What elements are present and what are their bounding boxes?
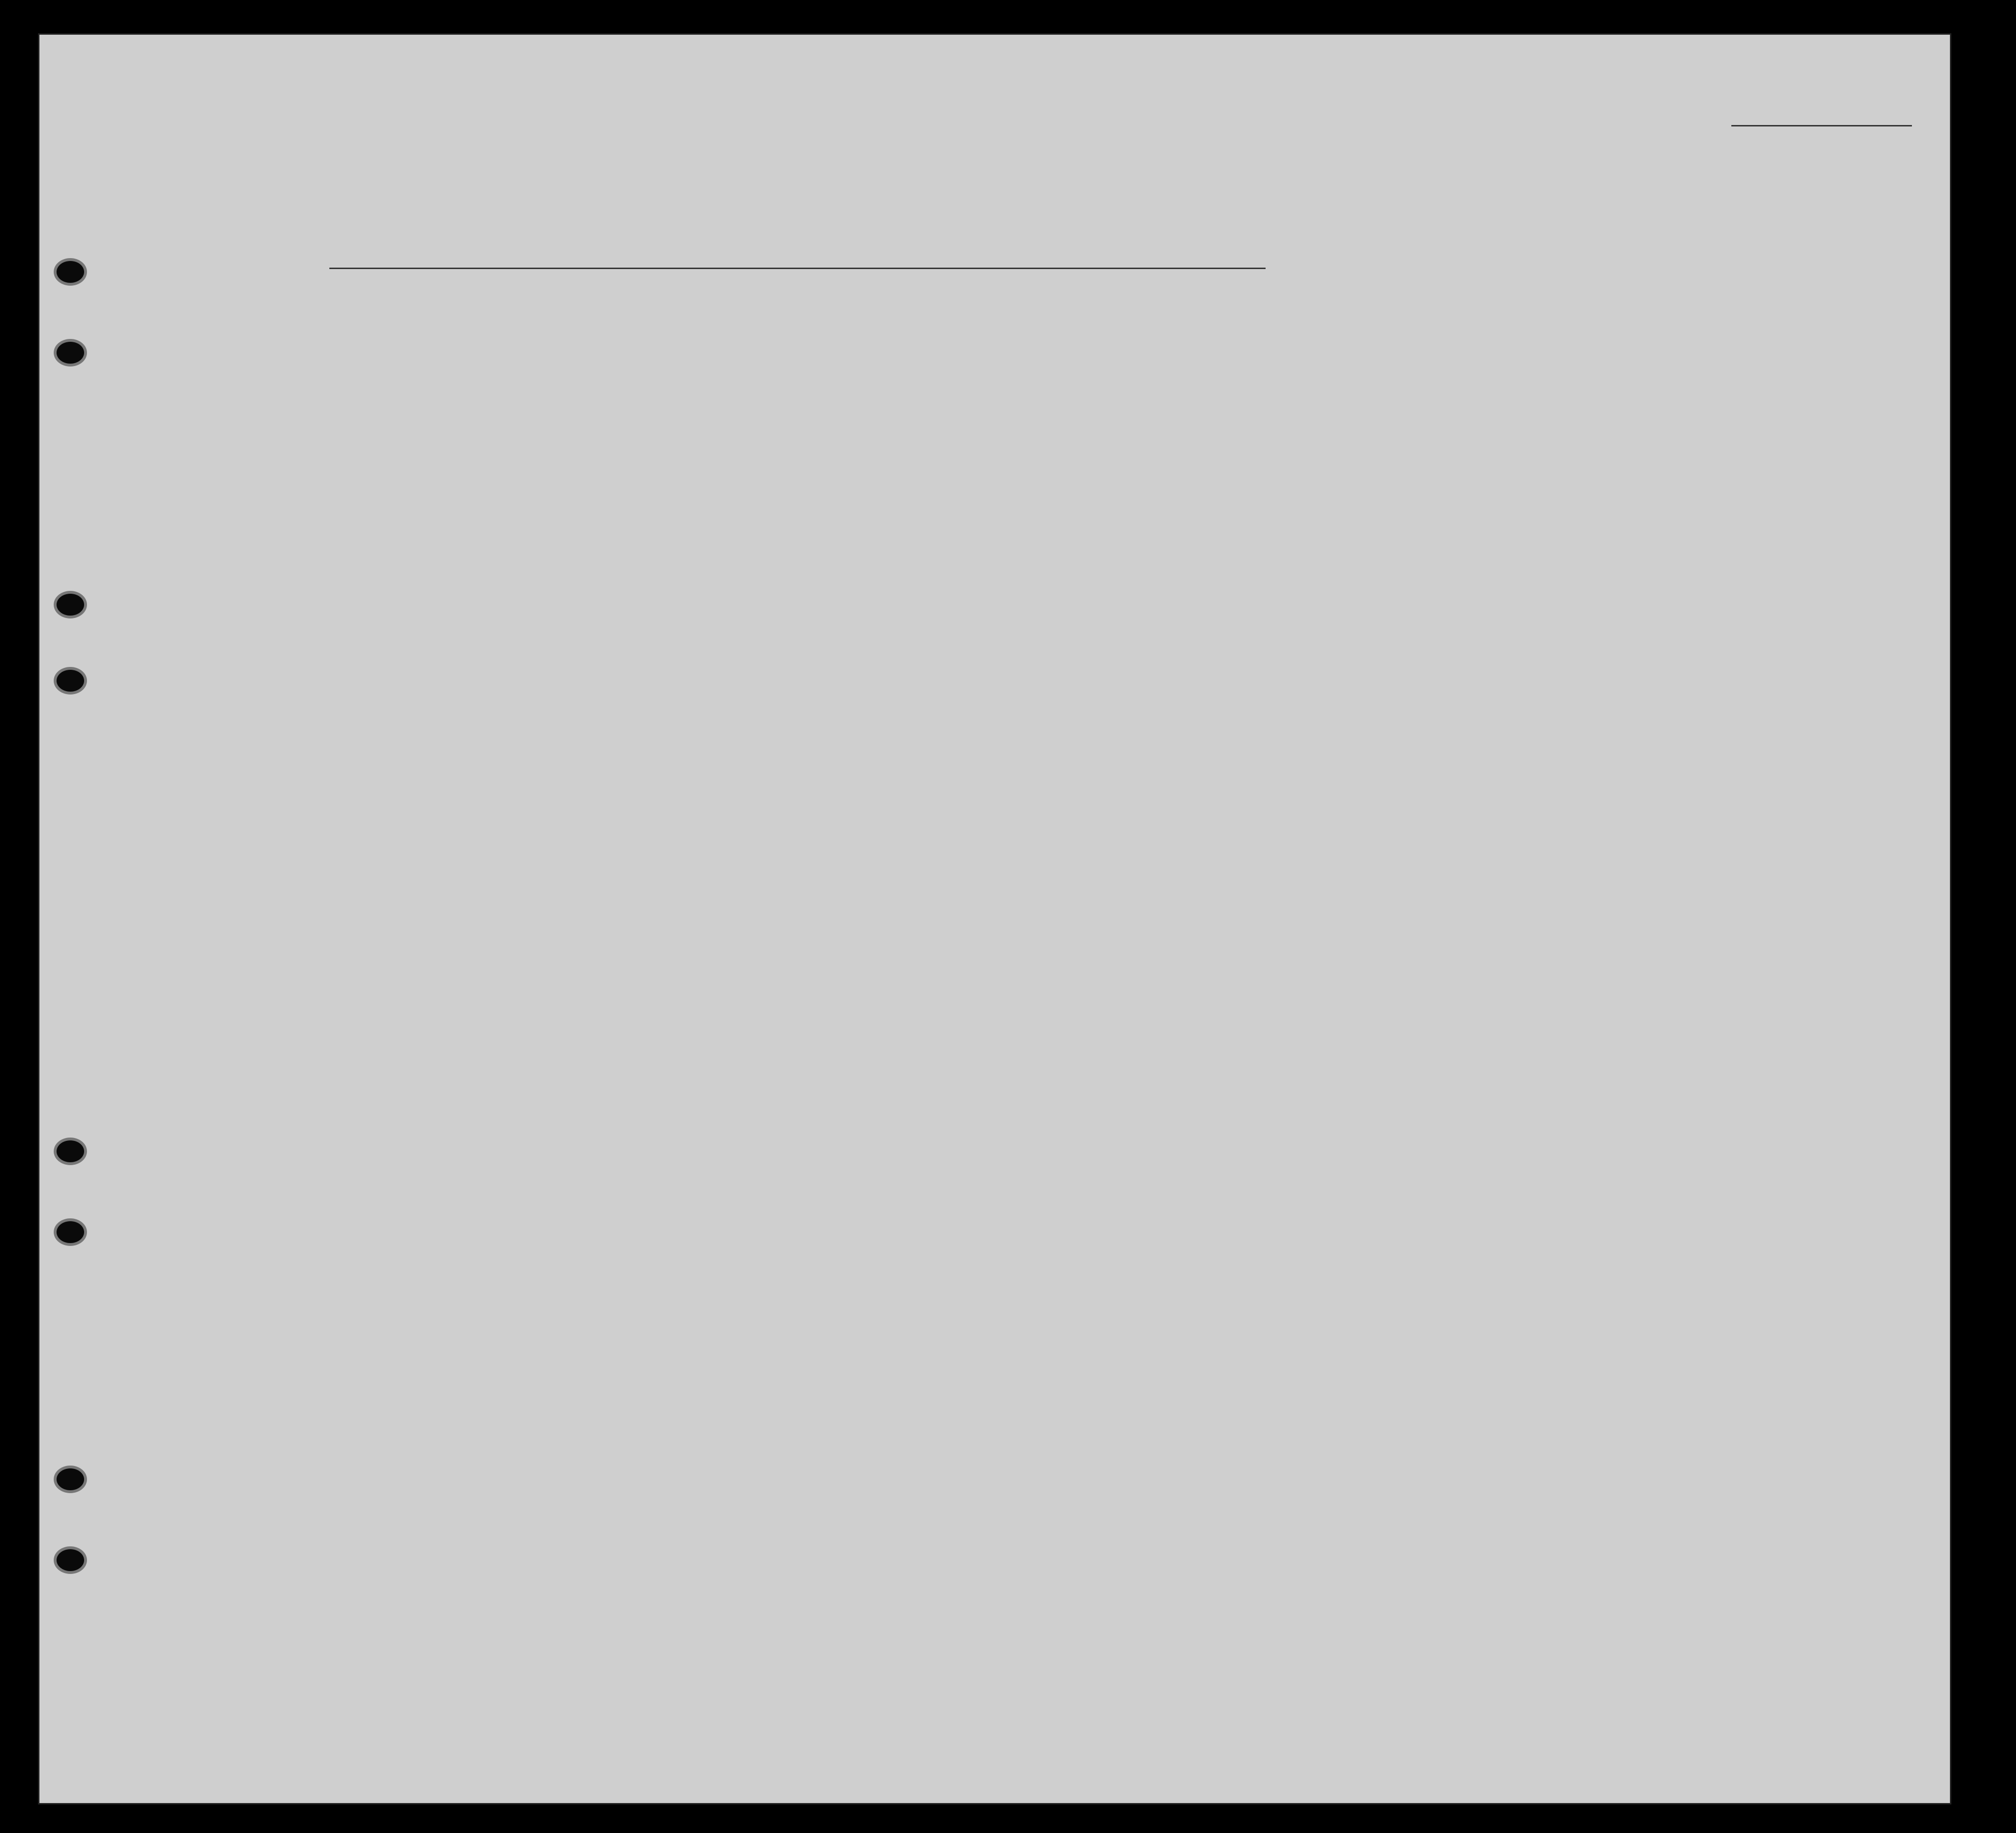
punch-hole bbox=[54, 1546, 87, 1574]
punch-hole bbox=[54, 1138, 87, 1165]
punch-hole bbox=[54, 1466, 87, 1493]
punch-hole bbox=[54, 258, 87, 286]
punch-hole bbox=[54, 339, 87, 367]
punch-hole bbox=[54, 591, 87, 618]
punch-hole bbox=[54, 1218, 87, 1246]
manifest-grid bbox=[39, 35, 1950, 1803]
manifest-sheet bbox=[38, 33, 1951, 1804]
punch-hole bbox=[54, 667, 87, 695]
